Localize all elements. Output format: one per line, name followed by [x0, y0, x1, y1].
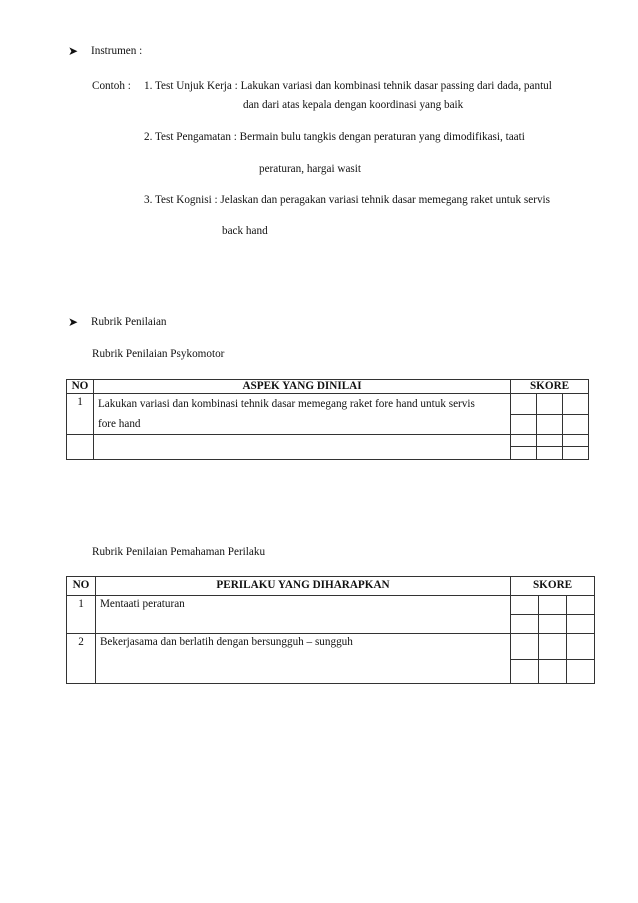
aspek-line2: fore hand — [97, 418, 141, 430]
perilaku-title: Rubrik Penilaian Pemahaman Perilaku — [92, 546, 266, 558]
row-number: 1 — [67, 394, 94, 435]
row-number-empty — [67, 435, 94, 460]
score-box[interactable] — [511, 634, 539, 660]
col-aspek-header: ASPEK YANG DINILAI — [93, 380, 510, 394]
col-no-header: NO — [67, 577, 96, 596]
instrumen-heading: Instrumen : — [91, 45, 143, 57]
perilaku-table — [66, 576, 595, 684]
score-box[interactable] — [537, 394, 563, 415]
col-no-header: NO — [67, 380, 94, 394]
psikomotor-title: Rubrik Penilaian Psykomotor — [92, 348, 225, 360]
score-box[interactable] — [537, 447, 563, 460]
table-header-row — [67, 380, 589, 394]
psikomotor-table — [66, 379, 589, 460]
score-box[interactable] — [567, 660, 595, 684]
table-row — [67, 634, 595, 660]
row-number: 2 — [67, 634, 96, 684]
col-skore-header: SKORE — [511, 380, 589, 394]
bullet-arrow-icon: ➤ — [68, 315, 79, 329]
instrumen-item-3-line1: 3. Test Kognisi : Jelaskan dan peragakan variasi tehnik dasar memegang raket untuk servis — [144, 194, 550, 206]
score-box[interactable] — [567, 634, 595, 660]
instrumen-item-3-line2: back hand — [222, 225, 268, 237]
bullet-arrow-icon: ➤ — [68, 44, 79, 58]
score-box[interactable] — [563, 447, 589, 460]
score-box[interactable] — [511, 447, 537, 460]
score-box[interactable] — [511, 435, 537, 447]
score-box[interactable] — [567, 596, 595, 615]
instrumen-item-2-line1: 2. Test Pengamatan : Bermain bulu tangkis dengan peraturan yang dimodifikasi, taati — [144, 131, 525, 143]
score-box[interactable] — [511, 615, 539, 634]
table-header-row — [67, 577, 595, 596]
score-box[interactable] — [539, 596, 567, 615]
row-aspek-text — [93, 394, 510, 435]
col-perilaku-header: PERILAKU YANG DIHARAPKAN — [95, 577, 510, 596]
table-row — [67, 435, 589, 447]
table-row — [67, 394, 589, 415]
score-box[interactable] — [511, 660, 539, 684]
score-box[interactable] — [511, 596, 539, 615]
instrumen-item-2-line2: peraturan, hargai wasit — [259, 163, 361, 175]
row-aspek-empty — [93, 435, 510, 460]
instrumen-item-1-line2: dan dari atas kepala dengan koordinasi yang baik — [243, 99, 464, 111]
score-box[interactable] — [539, 615, 567, 634]
col-skore-header: SKORE — [511, 577, 595, 596]
rubrik-heading: Rubrik Penilaian — [91, 316, 167, 328]
score-box[interactable] — [563, 394, 589, 415]
score-box[interactable] — [511, 394, 537, 415]
score-box[interactable] — [537, 435, 563, 447]
score-box[interactable] — [539, 660, 567, 684]
score-box[interactable] — [511, 414, 537, 435]
score-box[interactable] — [537, 414, 563, 435]
row-number: 1 — [67, 596, 96, 634]
row-perilaku-text: Bekerjasama dan berlatih dengan bersungguh – sungguh — [95, 634, 510, 684]
score-box[interactable] — [563, 435, 589, 447]
contoh-label: Contoh : — [92, 80, 131, 92]
score-box[interactable] — [539, 634, 567, 660]
score-box[interactable] — [567, 615, 595, 634]
score-box[interactable] — [563, 414, 589, 435]
table-row — [67, 596, 595, 615]
instrumen-item-1-line1: 1. Test Unjuk Kerja : Lakukan variasi dan kombinasi tehnik dasar passing dari dada, pantul — [144, 80, 552, 92]
row-perilaku-text: Mentaati peraturan — [95, 596, 510, 634]
aspek-line1: Lakukan variasi dan kombinasi tehnik dasar memegang raket fore hand untuk servis — [97, 398, 475, 410]
